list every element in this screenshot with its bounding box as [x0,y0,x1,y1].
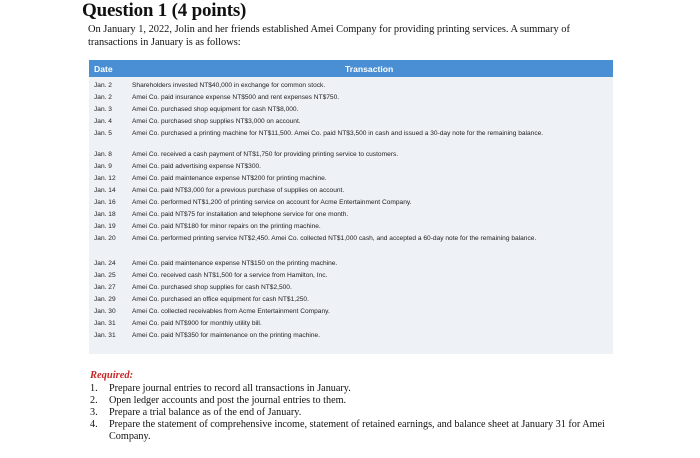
row-date: Jan. 18 [94,211,116,218]
row-description: Amei Co. paid maintenance expense NT$150 on the printing machine. [132,260,338,267]
row-date: Jan. 27 [94,284,116,291]
item-number: 1. [90,383,98,394]
date-column-header: Date [94,64,113,74]
row-description: Amei Co. paid NT$180 for minor repairs on the printing machine. [132,223,321,230]
list-item [90,395,620,407]
row-description: Amei Co. paid NT$350 for maintenance on the printing machine. [132,332,321,339]
row-description: Amei Co. purchased shop supplies for cash NT$2,500. [132,284,292,291]
row-description: Amei Co. received cash NT$1,500 for a service from Hamilton, Inc. [132,272,328,279]
row-description: Amei Co. received a cash payment of NT$1,750 for providing printing service to customers. [132,151,399,158]
row-description: Amei Co. collected receivables from Acme Entertainment Company. [132,308,330,315]
row-description: Amei Co. purchased a printing machine for NT$11,500. Amei Co. paid NT$3,500 in cash and issued a 30-day note for the remaining balance. [132,130,544,137]
list-item [90,419,620,443]
row-description: Amei Co. paid insurance expense NT$500 and rent expenses NT$750. [132,94,340,101]
table-header [89,60,613,77]
row-date: Jan. 4 [94,118,112,125]
question-title: Question 1 (4 points) [82,0,247,21]
required-heading: Required: [90,370,134,381]
required-list [90,383,620,443]
row-description: Amei Co. paid advertising expense NT$300. [132,163,262,170]
item-number: 3. [90,407,98,418]
row-date: Jan. 20 [94,235,116,242]
row-date: Jan. 5 [94,130,112,137]
row-date: Jan. 2 [94,82,112,89]
question-intro: On January 1, 2022, Jolin and her friends established Amei Company for providing printing services. A summary of transactions in January is as follows: [88,24,570,48]
row-description: Amei Co. paid maintenance expense NT$200 for printing machine. [132,175,327,182]
list-item [90,383,620,395]
row-date: Jan. 12 [94,175,116,182]
row-description: Amei Co. purchased shop supplies NT$3,000 on account. [132,118,301,125]
row-date: Jan. 2 [94,94,112,101]
row-date: Jan. 8 [94,151,112,158]
row-date: Jan. 14 [94,187,116,194]
row-date: Jan. 30 [94,308,116,315]
item-text: Open ledger accounts and post the journal entries to them. [109,395,347,406]
row-description: Amei Co. purchased an office equipment for cash NT$1,250. [132,296,309,303]
item-number: 2. [90,395,98,406]
row-description: Amei Co. paid NT$900 for monthly utility bill. [132,320,262,327]
row-description: Shareholders invested NT$40,000 in exchange for common stock. [132,82,326,89]
list-item [90,407,620,419]
row-date: Jan. 9 [94,163,112,170]
row-date: Jan. 3 [94,106,112,113]
transactions-table [89,60,613,354]
row-description: Amei Co. performed NT$1,200 of printing service on account for Acme Entertainment Company. [132,199,412,206]
row-date: Jan. 19 [94,223,116,230]
item-text: Prepare the statement of comprehensive income, statement of retained earnings, and balance sheet at January 31 for Amei Company. [109,419,605,442]
row-description: Amei Co. performed printing service NT$2,450. Amei Co. collected NT$1,000 cash, and accepted a 60-day note for the remaining balance. [132,235,537,242]
item-number: 4. [90,419,98,430]
row-date: Jan. 31 [94,320,116,327]
row-date: Jan. 25 [94,272,116,279]
row-date: Jan. 31 [94,332,116,339]
row-description: Amei Co. paid NT$75 for installation and telephone service for one month. [132,211,349,218]
row-description: Amei Co. paid NT$3,000 for a previous purchase of supplies on account. [132,187,345,194]
row-date: Jan. 24 [94,260,116,267]
item-text: Prepare a trial balance as of the end of January. [109,407,302,418]
row-description: Amei Co. purchased shop equipment for cash NT$8,000. [132,106,299,113]
item-text: Prepare journal entries to record all transactions in January. [109,383,351,394]
row-date: Jan. 16 [94,199,116,206]
transaction-column-header: Transaction [345,64,394,74]
row-date: Jan. 29 [94,296,116,303]
